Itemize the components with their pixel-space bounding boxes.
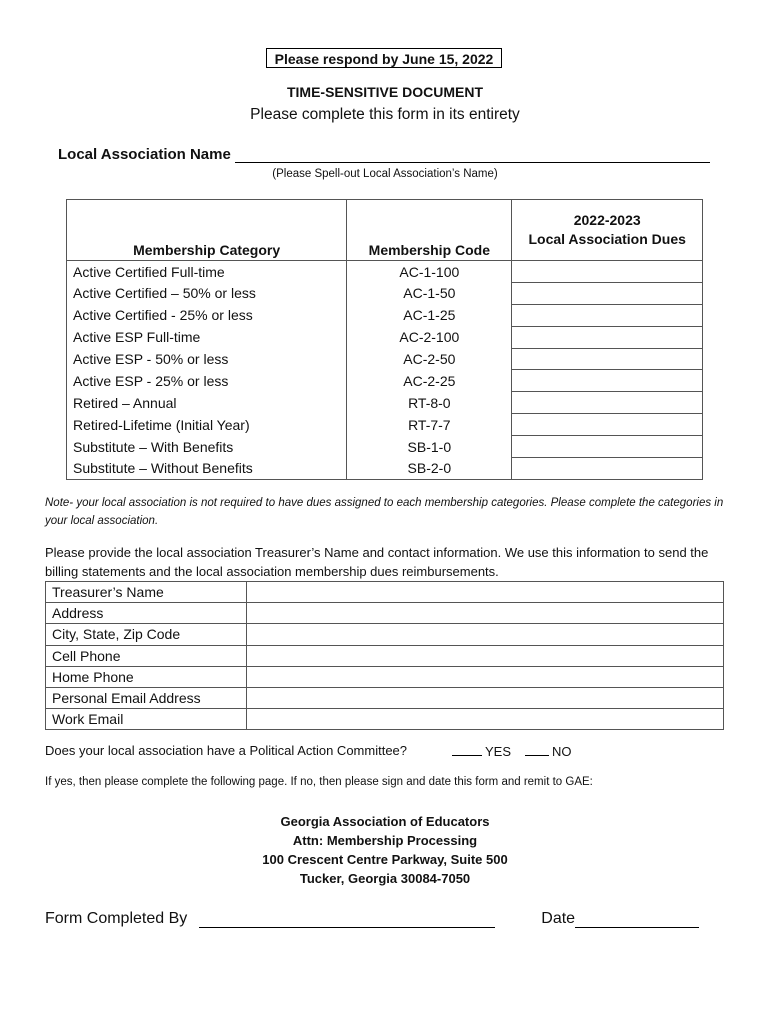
dues-note: Note- your local association is not required to have dues assigned to each membership categories. Please complete the categories in your local association. — [45, 497, 724, 527]
table-row — [67, 348, 703, 370]
pac-yes-label: YES — [485, 744, 512, 759]
membership-category: Substitute – With Benefits — [67, 436, 347, 458]
membership-code: AC-2-100 — [347, 326, 512, 348]
membership-code: AC-1-25 — [347, 304, 512, 326]
treasurer-field-label: Address — [46, 603, 247, 624]
pac-no-blank[interactable] — [525, 743, 549, 756]
membership-code: RT-8-0 — [347, 392, 512, 414]
treasurer-cell-phone-input[interactable] — [247, 645, 724, 666]
treasurer-contact-table — [45, 581, 724, 730]
completed-by-field[interactable] — [199, 910, 495, 928]
pac-question: Does your local association have a Political Action Committee? — [45, 743, 408, 758]
treasurer-address-input[interactable] — [247, 603, 724, 624]
membership-category: Active ESP - 50% or less — [67, 348, 347, 370]
dues-header-year: 2022-2023 — [573, 212, 641, 228]
table-row — [67, 458, 703, 480]
membership-table-header — [67, 200, 703, 261]
table-row — [46, 687, 724, 708]
pac-options — [452, 743, 572, 759]
dues-input-cell[interactable] — [512, 326, 703, 348]
membership-category: Active ESP Full-time — [67, 326, 347, 348]
membership-category: Retired – Annual — [67, 392, 347, 414]
treasurer-personal-email-input[interactable] — [247, 687, 724, 708]
treasurer-field-label: Home Phone — [46, 666, 247, 687]
address-line: Attn: Membership Processing — [292, 833, 478, 848]
dues-input-cell[interactable] — [512, 458, 703, 480]
treasurer-city-input[interactable] — [247, 624, 724, 645]
membership-code: AC-1-100 — [347, 261, 512, 283]
dues-input-cell[interactable] — [512, 436, 703, 458]
dues-input-cell[interactable] — [512, 282, 703, 304]
treasurer-field-label: Treasurer’s Name — [46, 582, 247, 603]
response-deadline: Please respond by June 15, 2022 — [266, 48, 502, 68]
table-row — [67, 261, 703, 283]
membership-category: Active ESP - 25% or less — [67, 370, 347, 392]
membership-code: SB-1-0 — [347, 436, 512, 458]
membership-code: RT-7-7 — [347, 414, 512, 436]
treasurer-field-label: Personal Email Address — [46, 687, 247, 708]
date-label: Date — [541, 910, 576, 927]
association-name-row — [58, 146, 718, 163]
table-row — [46, 582, 724, 603]
dues-input-cell[interactable] — [512, 348, 703, 370]
table-row — [46, 645, 724, 666]
date-field[interactable] — [575, 910, 699, 928]
document-type-heading: TIME-SENSITIVE DOCUMENT — [286, 84, 483, 100]
dues-header — [512, 200, 703, 261]
table-row — [46, 603, 724, 624]
membership-code: AC-1-50 — [347, 282, 512, 304]
completed-by-label: Form Completed By — [45, 910, 188, 927]
association-name-label: Local Association Name — [58, 146, 231, 163]
address-line: Tucker, Georgia 30084-7050 — [299, 871, 471, 886]
membership-category: Active Certified – 50% or less — [67, 282, 347, 304]
address-line: 100 Crescent Centre Parkway, Suite 500 — [262, 852, 508, 867]
membership-dues-table — [66, 199, 703, 480]
dues-header-label: Local Association Dues — [528, 231, 686, 247]
table-row — [46, 666, 724, 687]
membership-code: AC-2-25 — [347, 370, 512, 392]
dues-input-cell[interactable] — [512, 261, 703, 283]
membership-code: AC-2-50 — [347, 348, 512, 370]
table-row — [46, 709, 724, 730]
membership-category: Active Certified - 25% or less — [67, 304, 347, 326]
treasurer-field-label: Work Email — [46, 709, 247, 730]
dues-input-cell[interactable] — [512, 392, 703, 414]
code-header: Membership Code — [347, 200, 512, 261]
address-line: Georgia Association of Educators — [280, 814, 490, 829]
treasurer-intro: Please provide the local association Treasurer’s Name and contact information. We use this information to send the billing statements and the local association membership dues reimbursements. — [45, 545, 709, 579]
pac-yes-blank[interactable] — [452, 743, 482, 756]
table-row — [67, 326, 703, 348]
treasurer-home-phone-input[interactable] — [247, 666, 724, 687]
dues-input-cell[interactable] — [512, 414, 703, 436]
association-name-field[interactable] — [235, 146, 710, 163]
pac-no-label: NO — [552, 744, 572, 759]
table-row — [67, 282, 703, 304]
association-name-hint: (Please Spell-out Local Association’s Name) — [272, 168, 498, 180]
dues-input-cell[interactable] — [512, 370, 703, 392]
treasurer-name-input[interactable] — [247, 582, 724, 603]
pac-followup-instruction: If yes, then please complete the following page. If no, then please sign and date this form and remit to GAE: — [45, 776, 593, 788]
table-row — [67, 304, 703, 326]
table-row — [67, 436, 703, 458]
table-row — [67, 370, 703, 392]
signature-row — [45, 910, 735, 928]
treasurer-field-label: Cell Phone — [46, 645, 247, 666]
table-row — [67, 392, 703, 414]
membership-category: Retired-Lifetime (Initial Year) — [67, 414, 347, 436]
dues-input-cell[interactable] — [512, 304, 703, 326]
table-row — [46, 624, 724, 645]
treasurer-work-email-input[interactable] — [247, 709, 724, 730]
membership-category: Substitute – Without Benefits — [67, 458, 347, 480]
membership-category: Active Certified Full-time — [67, 261, 347, 283]
mailing-address — [0, 812, 770, 888]
membership-code: SB-2-0 — [347, 458, 512, 480]
table-row — [67, 414, 703, 436]
form-instruction: Please complete this form in its entirety — [250, 106, 520, 123]
category-header: Membership Category — [67, 200, 347, 261]
treasurer-field-label: City, State, Zip Code — [46, 624, 247, 645]
